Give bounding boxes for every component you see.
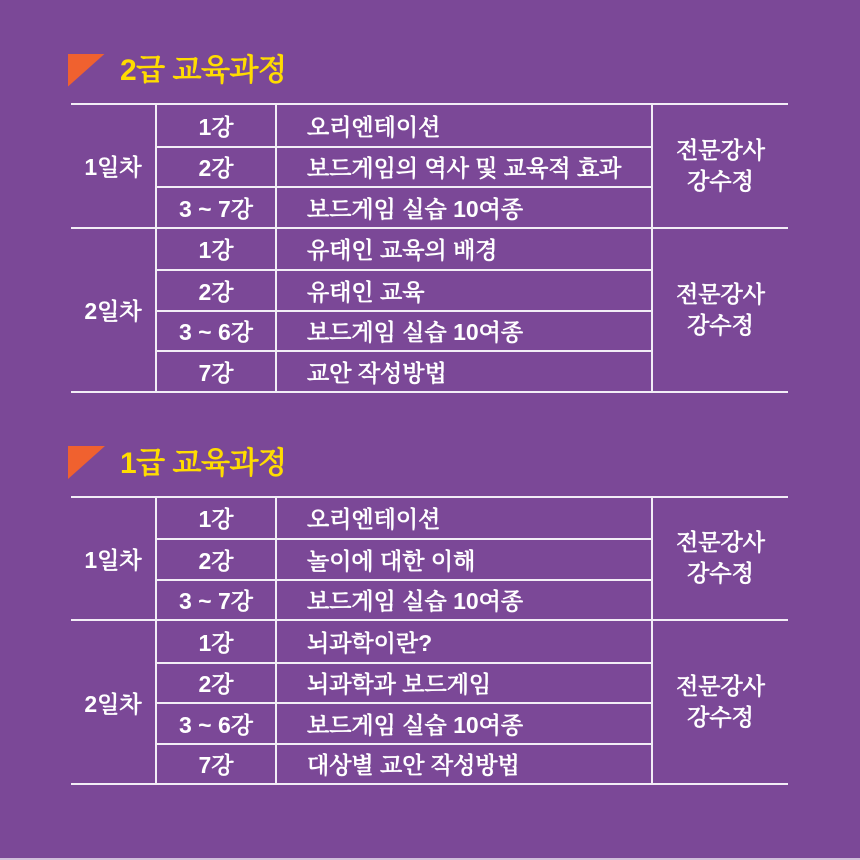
- lesson-row: [157, 743, 651, 784]
- section-title: 1급 교육과정: [120, 446, 287, 480]
- lesson-topic: 오리엔테이션: [307, 113, 441, 140]
- instructor-line: 전문강사: [676, 136, 765, 163]
- curriculum-section: [0, 446, 860, 786]
- lesson-row: [157, 350, 651, 391]
- lesson-number: 3 ~ 6강: [157, 704, 277, 743]
- day-group: [71, 619, 788, 783]
- day-group: [71, 498, 788, 620]
- curriculum-table: [71, 103, 788, 393]
- day-label: 2일차: [84, 690, 142, 717]
- instructor-cell: [651, 105, 788, 227]
- day-label: 1일차: [84, 546, 142, 573]
- lesson-topic: 유태인 교육의 배경: [307, 237, 498, 264]
- section-header: [68, 53, 860, 87]
- lesson-row: [157, 621, 651, 662]
- lesson-topic: 보드게임 실습 10여종: [307, 588, 524, 615]
- lesson-row: [157, 702, 651, 743]
- lesson-topic: 오리엔테이션: [307, 506, 441, 533]
- lesson-topic: 뇌과학과 보드게임: [307, 671, 492, 698]
- section-header: [68, 446, 860, 480]
- flag-triangle-icon: [68, 54, 105, 87]
- lesson-number: 3 ~ 7강: [157, 581, 277, 620]
- lesson-rows: [155, 498, 651, 620]
- lesson-row: [157, 662, 651, 703]
- lesson-topic: 유태인 교육: [307, 278, 425, 305]
- lesson-number: 2강: [157, 540, 277, 579]
- lesson-topic: 보드게임의 역사 및 교육적 효과: [307, 155, 622, 182]
- instructor-line: 강수정: [687, 167, 754, 194]
- lesson-rows: [155, 229, 651, 391]
- instructor-line: 강수정: [687, 311, 754, 338]
- lesson-topic: 보드게임 실습 10여종: [307, 711, 524, 738]
- section-title: 2급 교육과정: [120, 54, 287, 87]
- lesson-number: 1강: [157, 105, 277, 146]
- lesson-number: 7강: [157, 352, 277, 391]
- day-group: [71, 105, 788, 227]
- day-group: [71, 227, 788, 391]
- lesson-row: [157, 105, 651, 146]
- lesson-rows: [155, 621, 651, 783]
- lesson-topic: 놀이에 대한 이해: [307, 547, 476, 574]
- lesson-topic: 뇌과학이란?: [307, 629, 433, 656]
- instructor-line: 강수정: [687, 560, 754, 587]
- lesson-topic: 보드게임 실습 10여종: [307, 319, 524, 346]
- flag-triangle-icon: [68, 446, 105, 479]
- lesson-row: [157, 229, 651, 270]
- instructor-cell: [651, 229, 788, 391]
- lesson-row: [157, 538, 651, 579]
- lesson-topic: 대상별 교안 작성방법: [307, 752, 520, 779]
- lesson-number: 3 ~ 6강: [157, 312, 277, 351]
- curriculum-table: [71, 496, 788, 786]
- instructor-cell: [651, 498, 788, 620]
- lesson-row: [157, 269, 651, 310]
- curriculum-section: [0, 0, 860, 393]
- instructor-line: 전문강사: [676, 673, 765, 699]
- instructor-line: 강수정: [687, 704, 754, 730]
- lesson-row: [157, 579, 651, 620]
- lesson-topic: 교안 작성방법: [307, 359, 447, 386]
- lesson-row: [157, 310, 651, 351]
- lesson-row: [157, 498, 651, 539]
- lesson-rows: [155, 105, 651, 227]
- lesson-number: 1강: [157, 498, 277, 539]
- lesson-number: 2강: [157, 271, 277, 310]
- day-label: 2일차: [84, 298, 142, 324]
- day-label: 1일차: [84, 154, 142, 181]
- instructor-cell: [651, 621, 788, 783]
- lesson-number: 2강: [157, 148, 277, 187]
- lesson-number: 2강: [157, 664, 277, 703]
- lesson-number: 7강: [157, 745, 277, 784]
- lesson-number: 3 ~ 7강: [157, 188, 277, 227]
- lesson-row: [157, 146, 651, 187]
- instructor-line: 전문강사: [676, 280, 765, 307]
- lesson-row: [157, 186, 651, 227]
- lesson-topic: 보드게임 실습 10여종: [307, 195, 524, 222]
- instructor-line: 전문강사: [676, 529, 765, 556]
- lesson-number: 1강: [157, 229, 277, 270]
- lesson-number: 1강: [157, 621, 277, 662]
